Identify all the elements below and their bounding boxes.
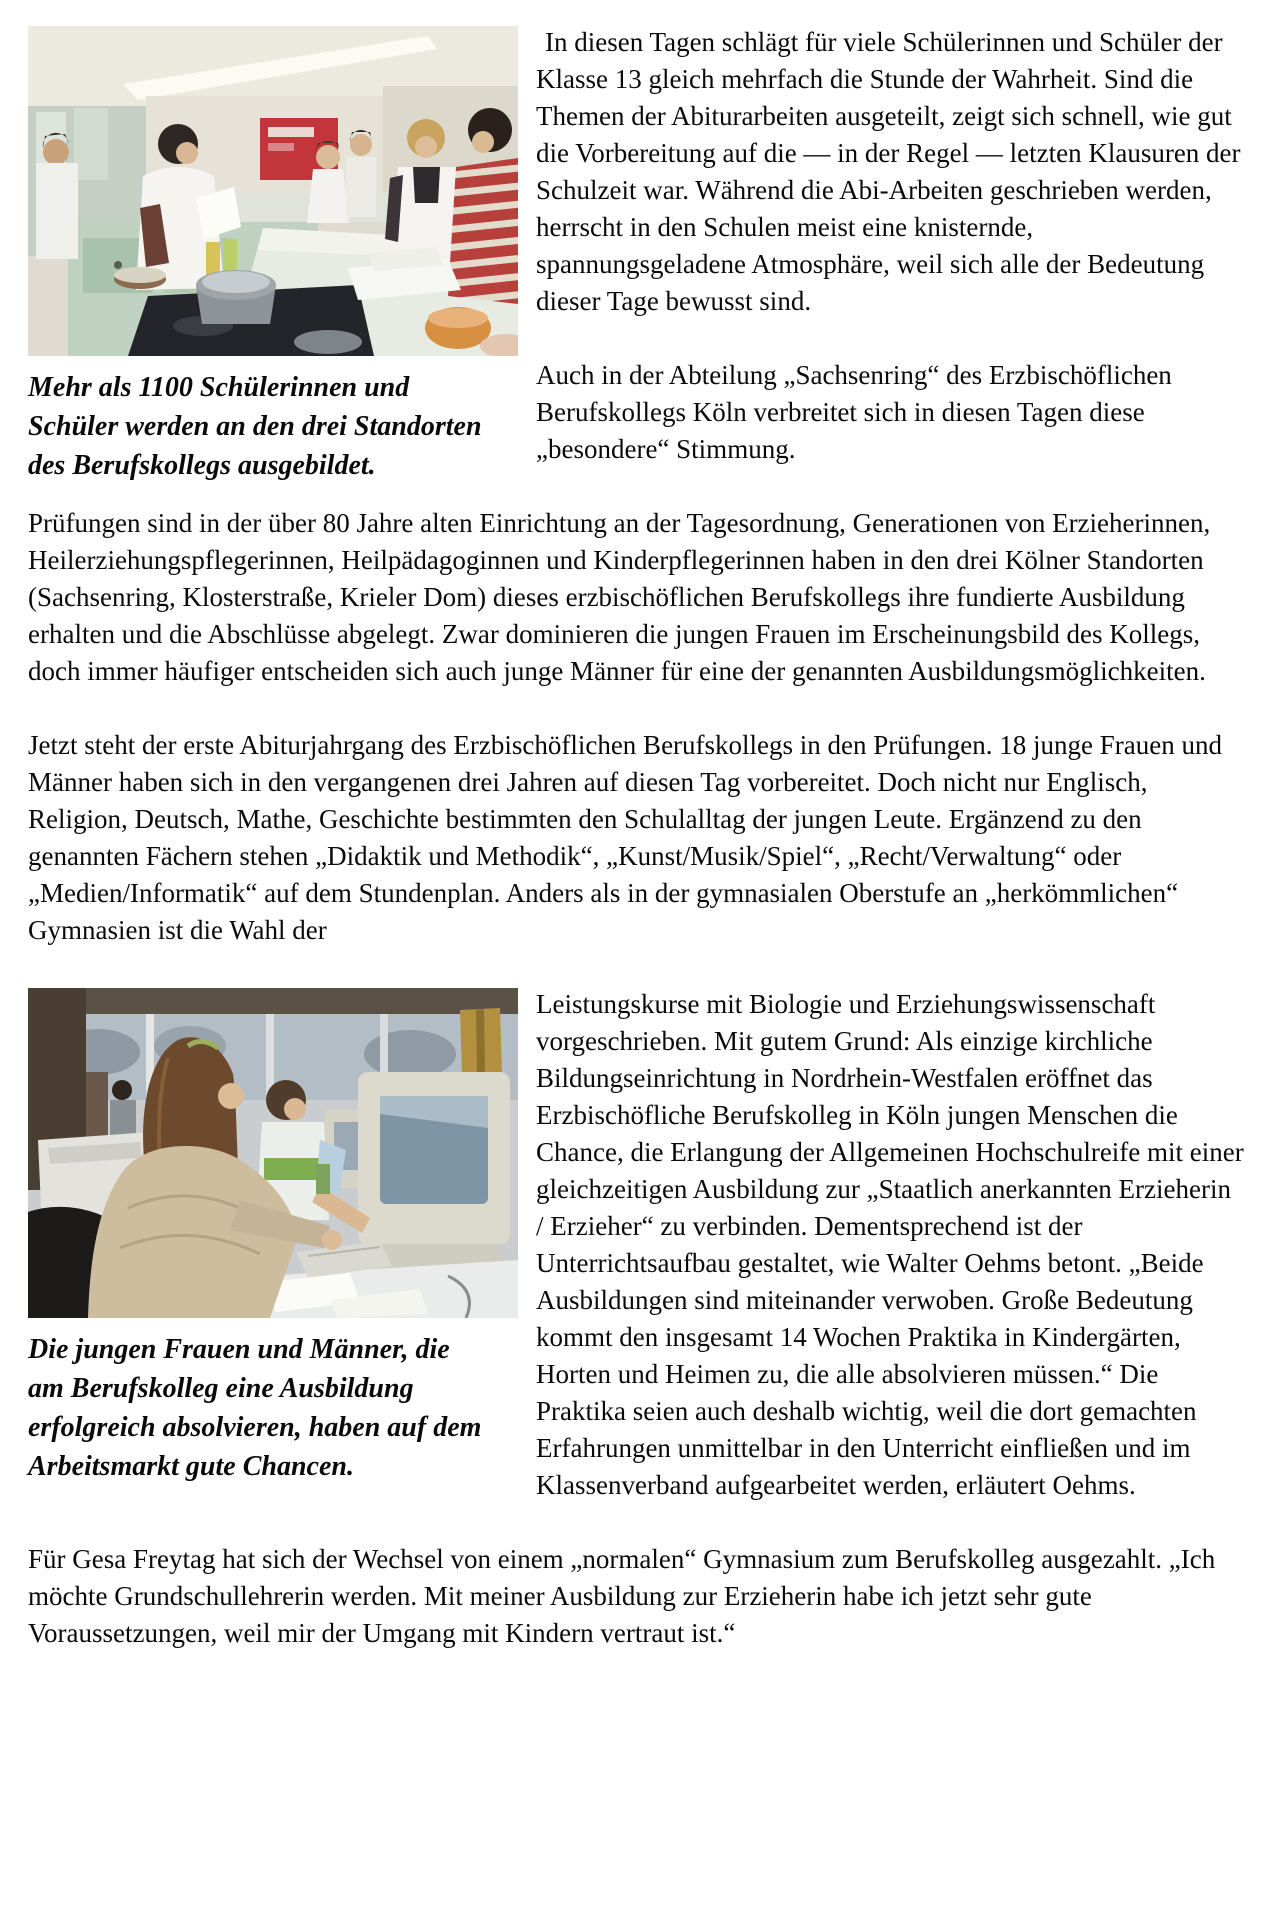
figure-computer-room: [28, 988, 518, 1486]
paragraph-gesa-freytag: Für Gesa Freytag hat sich der Wechsel von einem „normalen“ Gymnasium zum Berufskolleg ausgezahlt. „Ich möchte Grundschullehrerin werden. Mit meiner Ausbildung zur Erzieherin habe ich jetzt sehr gute Voraussetzungen, weil mir der Umgang mit Kindern vertraut ist.“: [28, 1544, 1216, 1648]
computer-room-photo: [28, 988, 518, 1318]
paragraph-pruefungen: Prüfungen sind in der über 80 Jahre alten Einrichtung an der Tagesordnung, Generationen von Erzieherinnen, Heilerziehungspflegerinnen, Heilpädagoginnen und Kinderpflegerinnen haben in den drei Kölner Standorten (Sachsenring, Klosterstraße, Krieler Dom) dieses erzbischöflichen Berufskollegs ihre fundierte Ausbildung erhalten und die Abschlüsse abgelegt. Zwar dominieren die jungen Frauen im Erscheinungsbild des Kollegs, doch immer häufiger entscheiden sich auch junge Männer für eine der genannten Ausbildungsmöglichkeiten.: [28, 508, 1211, 686]
paragraph-leistungskurse: Leistungskurse mit Biologie und Erziehungswissenschaft vorgeschrieben. Mit gutem Grund: Als einzige kirchliche Bildungseinrichtung in Nordrhein-Westfalen eröffnet das Erzbischöfliche Berufskolleg in Köln jungen Menschen die Chance, die Erlangung der Allgemeinen Hochschulreife mit einer gleichzeitigen Ausbildung zur „Staatlich anerkannten Erzieherin / Erzieher“ zu verbinden. Dementsprechend ist der Unterrichtsaufbau gestaltet, wie Walter Oehms betont. „Beide Ausbildungen sind miteinander verwoben. Große Bedeutung kommt den insgesamt 14 Wochen Praktika in Kindergärten, Horten und Heimen zu, die alle absolvieren müssen.“ Die Praktika seien auch deshalb wichtig, weil die dort gemachten Erfahrungen unmittelbar in den Unterricht einfließen und im Klassenverband aufgearbeitet werden, erläutert Oehms.: [536, 989, 1244, 1500]
figure-kitchen: [28, 26, 518, 485]
paragraph-sachsenring: Auch in der Abteilung „Sachsenring“ des Erzbischöflichen Berufskollegs Köln verbreitet sich in diesen Tagen diese „besondere“ Stimmung.: [536, 360, 1172, 464]
paragraph-abiturjahrgang: Jetzt steht der erste Abiturjahrgang des Erzbischöflichen Berufskollegs in den Prüfungen. 18 junge Frauen und Männer haben sich in den vergangenen drei Jahren auf diesen Tag vorbereitet. Doch nicht nur Englisch, Religion, Deutsch, Mathe, Geschichte bestimmten den Schulalltag der jungen Leute. Ergänzend zu den genannten Fächern stehen „Didaktik und Methodik“, „Kunst/Musik/Spiel“, „Recht/Verwaltung“ oder „Medien/Informatik“ auf dem Stundenplan. Anders als in der gymnasialen Oberstufe an „herkömmlichen“ Gymnasien ist die Wahl der: [28, 730, 1222, 945]
figure-caption-computer-room: Die jungen Frauen und Männer, die am Berufskolleg eine Ausbildung erfolgreich absolvieren, haben auf dem Arbeitsmarkt gute Chancen.: [28, 1334, 482, 1482]
paragraph-intro: In diesen Tagen schlägt für viele Schülerinnen und Schüler der Klasse 13 gleich mehrfach die Stunde der Wahrheit. Sind die Themen der Abiturarbeiten ausgeteilt, zeigt sich schnell, wie gut die Vorbereitung auf die — in der Regel — letzten Klausuren der Schulzeit war. Während die Abi-Arbeiten geschrieben werden, herrscht in den Schulen meist eine knisternde, spannungsgeladene Atmosphäre, weil sich alle der Bedeutung dieser Tage bewusst sind.: [536, 27, 1241, 316]
figure-caption-kitchen: Mehr als 1100 Schülerinnen und Schüler werden an den drei Standorten des Berufskollegs ausgebildet.: [28, 372, 482, 481]
kitchen-photo: [28, 26, 518, 356]
